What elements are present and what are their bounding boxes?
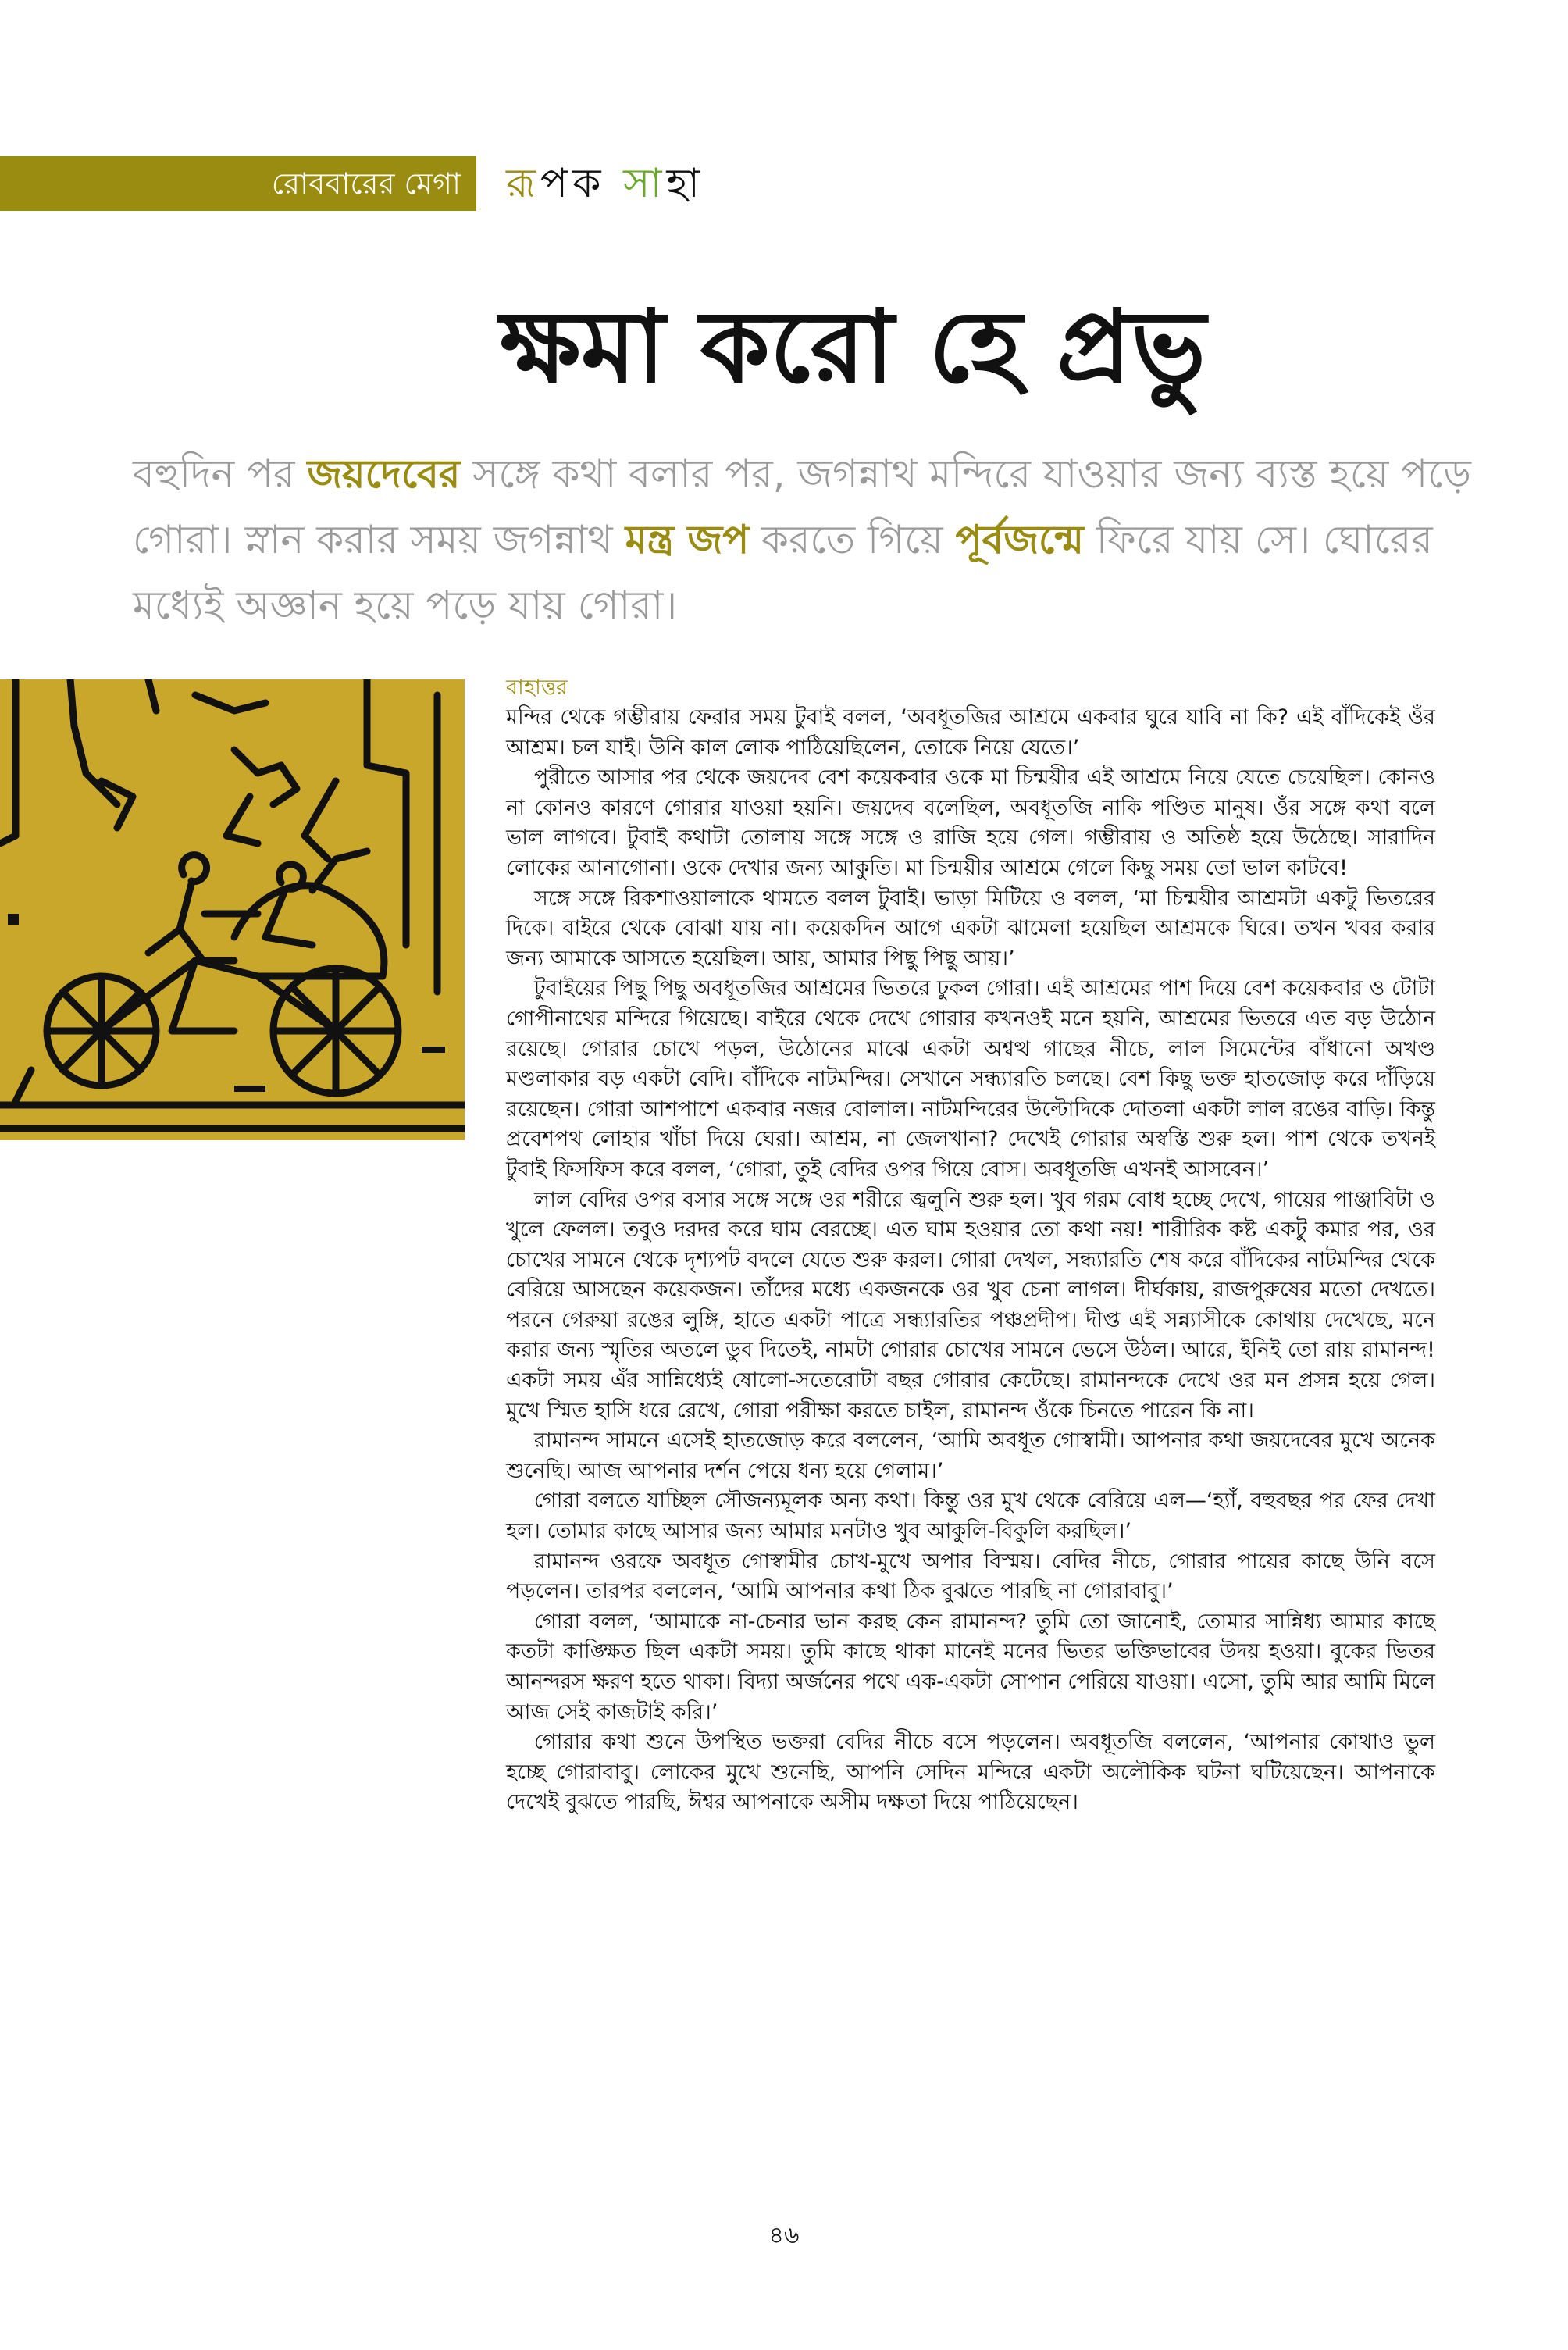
chapter-label: বাহাত্তর [506,676,568,700]
paragraph: গোরা বলতে যাচ্ছিল সৌজন্যমূলক অন্য কথা। কিন্তু ওর মুখ থেকে বেরিয়ে এল—‘হ্যাঁ, বহুবছর পর ফের দেখা হল। তোমার কাছে আসার জন্য আমার মনটাও খুব আকুলি-বিকুলি করছিল।’ [506,1489,1435,1544]
intro-highlight: পূর্বজন্মে [955,517,1084,562]
paragraph: সঙ্গে সঙ্গে রিকশাওয়ালাকে থামতে বলল টুবাই। ভাড়া মিটিয়ে ও বলল, ‘মা চিন্ময়ীর আশ্রমটা একটু ভিতরের দিকে। বাইরে থেকে বোঝা যায় না। কয়েকদিন আগে একটা ঝামেলা হয়েছিল আশ্রমকে ঘিরে। তখন খবর করার জন্য আমাকে আসতে হয়েছিল। আয়, আমার পিছু পিছু আয়।’ [506,886,1435,971]
rickshaw-drawing [0,679,465,1140]
rickshaw-illustration [0,679,465,1140]
intro-text: সঙ্গে কথা বলার পর, জগন্নাথ মন্দিরে যাওয়ার জন্য ব্যস্ত হয়ে পড়ে গোরা। স্নান করার সময় জগন্নাথ [133,451,1471,562]
author-part: পক [540,160,624,207]
author-part: হা [666,160,704,207]
paragraph: মন্দির থেকে গম্ভীরায় ফেরার সময় টুবাই বলল, ‘অবধূতজির আশ্রমে একবার ঘুরে যাবি না কি? এই বাঁদিকেই ওঁর আশ্রম। চল যাই। উনি কাল লোক পাঠিয়েছিলেন, তোকে নিয়ে যেতে।’ [506,705,1435,760]
paragraph: পুরীতে আসার পর থেকে জয়দেব বেশ কয়েকবার ওকে মা চিন্ময়ীর এই আশ্রমে নিয়ে যেতে চেয়েছিল। কোনও না কোনও কারণে গোরার যাওয়া হয়নি। জয়দেব বলেছিল, অবধূতজি নাকি পণ্ডিত মানুষ। ওঁর সঙ্গে কথা বলে ভাল লাগবে। টুবাই কথাটা তোলায় সঙ্গে সঙ্গে ও রাজি হয়ে গেল। গম্ভীরায় ও অতিষ্ঠ হয়ে উঠেছে। সারাদিন লোকের আনাগোনা। ওকে দেখার জন্য আকুতি। মা চিন্ময়ীর আশ্রমে গেলে কিছু সময় তো ভাল কাটবে! [506,765,1435,880]
paragraph: টুবাইয়ের পিছু পিছু অবধূতজির আশ্রমের ভিতরে ঢুকল গোরা। এই আশ্রমের পাশ দিয়ে বেশ কয়েকবার ও টোটা গোপীনাথের মন্দিরে গিয়েছে। বাইরে থেকে দেখে গোরার কখনওই মনে হয়নি, আশ্রমের ভিতরে এত বড় উঠোন রয়েছে। গোরার চোখে পড়ল, উঠোনের মাঝে একটা অশ্বত্থ গাছের নীচে, লাল সিমেন্টের বাঁধানো অখণ্ড মণ্ডলাকার বড় একটা বেদি। বাঁদিকে নাটমন্দির। সেখানে সন্ধ্যারতি চলছে। বেশ কিছু ভক্ত হাতজোড় করে দাঁড়িয়ে রয়েছেন। গোরা আশপাশে একবার নজর বোলাল। নাটমন্দিরের উল্টোদিকে দোতলা একটা লাল রঙের বাড়ি। কিন্তু প্রবেশপথ লোহার খাঁচা দিয়ে ঘেরা। আশ্রম, না জেলখানা? দেখেই গোরার অস্বস্তি শুরু হল। পাশ থেকে তখনই টুবাই ফিসফিস করে বলল, ‘গোরা, তুই বেদির ওপর গিয়ে বোস। অবধূতজি এখনই আসবেন।’ [506,976,1435,1182]
article-title: ক্ষমা করো হে প্রভু [500,289,1206,405]
paragraph: রামানন্দ ওরফে অবধূত গোস্বামীর চোখ-মুখে অপার বিস্ময়। বেদির নীচে, গোরার পায়ের কাছে উনি বসে পড়লেন। তারপর বললেন, ‘আমি আপনার কথা ঠিক বুঝতে পারছি না গোরাবাবু।’ [506,1549,1435,1604]
intro-highlight: জয়দেবের [307,451,461,497]
author-part: রূ [506,160,540,207]
author-part: সা [623,160,667,207]
intro-blurb [133,441,1507,638]
paragraph: লাল বেদির ওপর বসার সঙ্গে সঙ্গে ওর শরীরে জ্বলুনি শুরু হল। খুব গরম বোধ হচ্ছে দেখে, গায়ের পাঞ্জাবিটা ও খুলে ফেলল। তবুও দরদর করে ঘাম বেরচ্ছে। এত ঘাম হওয়ার তো কথা নয়! শারীরিক কষ্ট একটু কমার পর, ওর চোখের সামনে থেকে দৃশ্যপট বদলে যেতে শুরু করল। গোরা দেখল, সন্ধ্যারতি শেষ করে বাঁদিকের নাটমন্দির থেকে বেরিয়ে আসছেন কয়েকজন। তাঁদের মধ্যে একজনকে ওর খুব চেনা লাগল। দীর্ঘকায়, রাজপুরুষের মতো দেখতে। পরনে গেরুয়া রঙের লুঙ্গি, হাতে একটা পাত্রে সন্ধ্যারতির পঞ্চপ্রদীপ। দীপ্ত এই সন্ন্যাসীকে কোথায় দেখেছে, মনে করার জন্য স্মৃতির অতলে ডুব দিতেই, নামটা গোরার চোখের সামনে ভেসে উঠল। আরে, ইনিই তো রায় রামানন্দ! একটা সময় এঁর সান্নিধ্যেই ষোলো-সতেরোটা বছর গোরার কেটেছে। রামানন্দকে দেখে ওর মন প্রসন্ন হয়ে গেল। মুখে স্মিত হাসি ধরে রেখে, গোরা পরীক্ষা করতে চাইল, রামানন্দ ওঁকে চিনতে পারেন কি না। [506,1187,1435,1423]
intro-highlight: মন্ত্র জপ [625,517,750,562]
intro-text: বহুদিন পর [133,451,308,497]
author-byline [506,159,704,208]
paragraph: গোরার কথা শুনে উপস্থিত ভক্তরা বেদির নীচে বসে পড়লেন। অবধূতজি বললেন, ‘আপনার কোথাও ভুল হচ্ছে গোরাবাবু। লোকের মুখে শুনেছি, আপনি সেদিন মন্দিরে একটা অলৌকিক ঘটনা ঘটিয়েছেন। আপনাকে দেখেই বুঝতে পারছি, ঈশ্বর আপনাকে অসীম দক্ষতা দিয়ে পাঠিয়েছেন। [506,1730,1435,1815]
paragraph: গোরা বলল, ‘আমাকে না-চেনার ভান করছ কেন রামানন্দ? তুমি তো জানোই, তোমার সান্নিধ্য আমার কাছে কতটা কাঙ্ক্ষিত ছিল একটা সময়। তুমি কাছে থাকা মানেই মনের ভিতর ভক্তিভাবের উদয় হওয়া। বুকের ভিতর আনন্দরস ক্ষরণ হতে থাকা। বিদ্যা অর্জনের পথে এক-একটা সোপান পেরিয়ে যাওয়া। এসো, তুমি আর আমি মিলে আজ সেই কাজটাই করি।’ [506,1609,1435,1724]
intro-text: করতে গিয়ে [749,517,956,562]
intro-text: ফিরে যায় সে। ঘোরের মধ্যেই অজ্ঞান হয়ে পড়ে যায় গোরা। [133,517,1433,628]
section-label: রোববারের মেগা [271,166,461,201]
article-body [506,673,1435,2188]
page-number: ৪৬ [768,2222,800,2249]
paragraph: রামানন্দ সামনে এসেই হাতজোড় করে বললেন, ‘আমি অবধূত গোস্বামী। আপনার কথা জয়দেবের মুখে অনেক শুনেছি। আজ আপনার দর্শন পেয়ে ধন্য হয়ে গেলাম।’ [506,1428,1435,1483]
section-band [0,156,476,211]
